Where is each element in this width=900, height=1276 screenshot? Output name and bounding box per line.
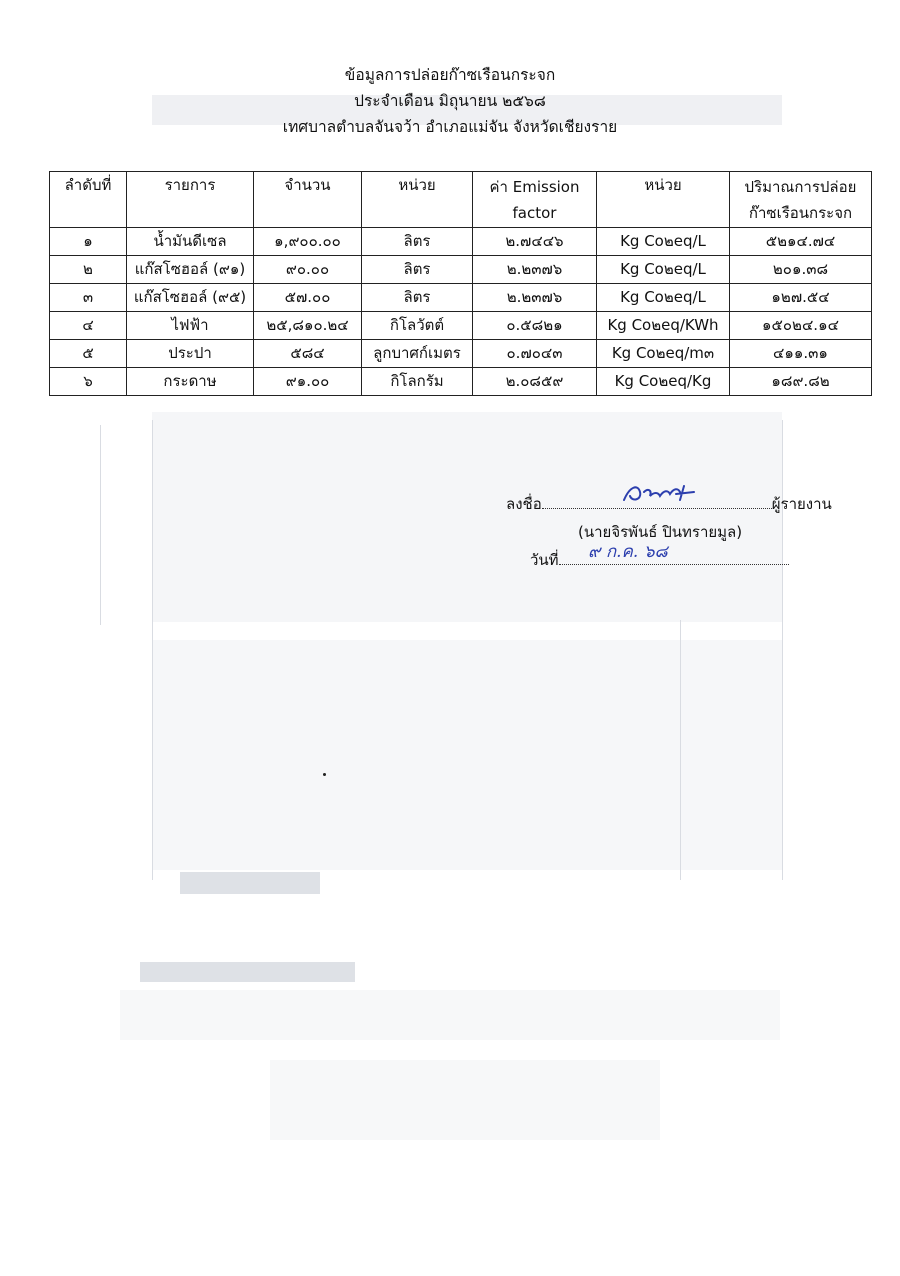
ef-header-line1: ค่า Emission (489, 177, 580, 196)
col-header-emission (730, 172, 872, 228)
cell-item: ไฟฟ้า (127, 312, 254, 340)
cell-item: แก๊สโซฮอล์ (๙๑) (127, 256, 254, 284)
organization-name: เทศบาลตำบลจันจว้า อำเภอแม่จัน จังหวัดเชียงราย (282, 118, 618, 136)
col-header-ef-unit: หน่วย (597, 172, 730, 228)
table-row (50, 256, 872, 284)
cell-item: แก๊สโซฮอล์ (๙๕) (127, 284, 254, 312)
cell-no: ๔ (50, 312, 127, 340)
emission-header-line1: ปริมาณการปล่อย (744, 177, 857, 196)
cell-emission: ๔๑๑.๓๑ (730, 340, 872, 368)
cell-ef-unit: Kg Co๒eq/KWh (597, 312, 730, 340)
cell-emission: ๑๘๙.๘๒ (730, 368, 872, 396)
emissions-table (49, 171, 872, 396)
document-header (0, 62, 900, 140)
sign-label: ลงชื่อ (506, 495, 542, 513)
cell-unit: ลูกบาศก์เมตร (362, 340, 473, 368)
col-header-unit: หน่วย (362, 172, 473, 228)
cell-item: กระดาษ (127, 368, 254, 396)
col-header-no: ลำดับที่ (50, 172, 127, 228)
cell-unit: กิโลวัตต์ (362, 312, 473, 340)
cell-amount: ๙๐.๐๐ (254, 256, 362, 284)
scan-speck (323, 773, 326, 776)
cell-ef-unit: Kg Co๒eq/L (597, 256, 730, 284)
table-header-row (50, 172, 872, 228)
cell-amount: ๒๕,๘๑๐.๒๔ (254, 312, 362, 340)
cell-ef-unit: Kg Co๒eq/L (597, 228, 730, 256)
emission-header-line2: ก๊าซเรือนกระจก (748, 203, 853, 222)
cell-no: ๕ (50, 340, 127, 368)
cell-emission: ๕๒๑๔.๗๔ (730, 228, 872, 256)
cell-no: ๑ (50, 228, 127, 256)
cell-no: ๓ (50, 284, 127, 312)
table-row (50, 312, 872, 340)
cell-amount: ๕๗.๐๐ (254, 284, 362, 312)
cell-emission: ๑๒๗.๕๔ (730, 284, 872, 312)
cell-ef: ๐.๗๐๔๓ (473, 340, 597, 368)
table-row (50, 340, 872, 368)
table-row (50, 228, 872, 256)
cell-emission: ๑๕๐๒๔.๑๔ (730, 312, 872, 340)
ef-header-line2: factor (512, 203, 557, 222)
cell-item: น้ำมันดีเซล (127, 228, 254, 256)
cell-amount: ๑,๙๐๐.๐๐ (254, 228, 362, 256)
cell-ef: ๒.๐๘๕๙ (473, 368, 597, 396)
date-label: วันที่ (530, 551, 559, 569)
col-header-emission-factor (473, 172, 597, 228)
cell-amount: ๕๘๔ (254, 340, 362, 368)
cell-ef: ๐.๕๘๒๑ (473, 312, 597, 340)
col-header-item: รายการ (127, 172, 254, 228)
cell-no: ๖ (50, 368, 127, 396)
cell-ef: ๒.๒๓๗๖ (473, 284, 597, 312)
cell-unit: กิโลกรัม (362, 368, 473, 396)
cell-unit: ลิตร (362, 284, 473, 312)
table-row (50, 368, 872, 396)
cell-ef-unit: Kg Co๒eq/m๓ (597, 340, 730, 368)
cell-ef-unit: Kg Co๒eq/Kg (597, 368, 730, 396)
report-period: ประจำเดือน มิถุนายน ๒๕๖๘ (354, 92, 546, 110)
handwritten-signature (620, 478, 710, 508)
signature-dotted-line (542, 508, 772, 509)
cell-unit: ลิตร (362, 256, 473, 284)
cell-no: ๒ (50, 256, 127, 284)
cell-item: ประปา (127, 340, 254, 368)
cell-unit: ลิตร (362, 228, 473, 256)
col-header-amount: จำนวน (254, 172, 362, 228)
table-row (50, 284, 872, 312)
document-title: ข้อมูลการปล่อยก๊าซเรือนกระจก (344, 66, 556, 84)
reporter-name: (นายจิรพันธ์ ปินทรายมูล) (578, 523, 743, 541)
cell-emission: ๒๐๑.๓๘ (730, 256, 872, 284)
cell-amount: ๙๑.๐๐ (254, 368, 362, 396)
cell-ef: ๒.๗๔๔๖ (473, 228, 597, 256)
cell-ef-unit: Kg Co๒eq/L (597, 284, 730, 312)
reporter-label: ผู้รายงาน (771, 495, 832, 513)
handwritten-date: ๙ ก.ค. ๖๘ (588, 542, 668, 562)
cell-ef: ๒.๒๓๗๖ (473, 256, 597, 284)
